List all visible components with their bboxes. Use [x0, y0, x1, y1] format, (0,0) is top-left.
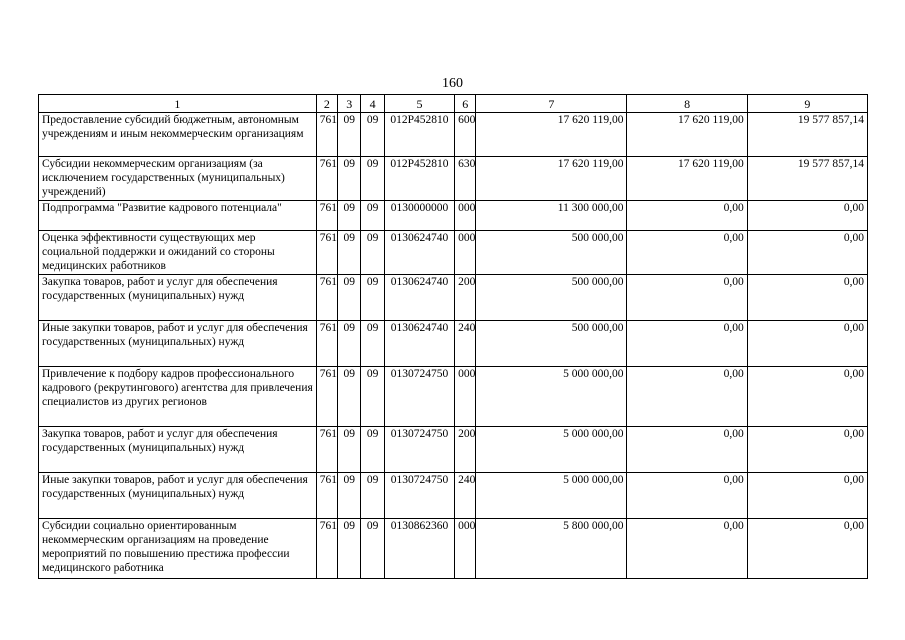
cell-section: 09	[338, 275, 361, 321]
column-header: 2	[316, 95, 337, 113]
cell-ministry: 761	[316, 519, 337, 579]
cell-expense-type: 000	[455, 519, 476, 579]
row-name: Закупка товаров, работ и услуг для обеспечения государственных (муниципальных) нужд	[39, 275, 317, 321]
row-name: Привлечение к подбору кадров профессионального кадрового (рекрутингового) агентства для привлечения специалистов из других регионов	[39, 367, 317, 427]
column-header: 7	[476, 95, 627, 113]
cell-ministry: 761	[316, 473, 337, 519]
cell-ministry: 761	[316, 321, 337, 367]
cell-amount-col7: 11 300 000,00	[476, 201, 627, 231]
cell-section: 09	[338, 473, 361, 519]
cell-amount-col7: 500 000,00	[476, 231, 627, 275]
cell-amount-col9: 0,00	[747, 201, 867, 231]
page-number: 160	[442, 76, 463, 91]
cell-amount-col8: 0,00	[627, 367, 747, 427]
cell-target-article: 0130624740	[384, 321, 454, 367]
cell-amount-col8: 0,00	[627, 201, 747, 231]
column-header: 1	[39, 95, 317, 113]
cell-subsection: 09	[361, 231, 384, 275]
cell-ministry: 761	[316, 427, 337, 473]
cell-amount-col8: 0,00	[627, 275, 747, 321]
cell-amount-col9: 0,00	[747, 473, 867, 519]
cell-target-article: 0130724750	[384, 367, 454, 427]
cell-section: 09	[338, 113, 361, 157]
cell-amount-col9: 0,00	[747, 275, 867, 321]
table-row	[39, 113, 868, 157]
table-row	[39, 321, 868, 367]
cell-amount-col7: 17 620 119,00	[476, 113, 627, 157]
cell-amount-col8: 17 620 119,00	[627, 157, 747, 201]
row-name: Субсидии социально ориентированным некоммерческим организациям на проведение мероприятий по повышению престижа профессии медицинского работника	[39, 519, 317, 579]
cell-subsection: 09	[361, 201, 384, 231]
cell-ministry: 761	[316, 113, 337, 157]
cell-amount-col9: 19 577 857,14	[747, 157, 867, 201]
cell-amount-col8: 17 620 119,00	[627, 113, 747, 157]
row-name: Иные закупки товаров, работ и услуг для обеспечения государственных (муниципальных) нужд	[39, 473, 317, 519]
cell-amount-col9: 0,00	[747, 231, 867, 275]
table-row	[39, 367, 868, 427]
table-row	[39, 275, 868, 321]
table-header-row	[39, 95, 868, 113]
cell-expense-type: 000	[455, 367, 476, 427]
cell-expense-type: 200	[455, 275, 476, 321]
cell-expense-type: 630	[455, 157, 476, 201]
cell-subsection: 09	[361, 321, 384, 367]
cell-target-article: 0130624740	[384, 231, 454, 275]
cell-amount-col9: 19 577 857,14	[747, 113, 867, 157]
cell-amount-col7: 500 000,00	[476, 275, 627, 321]
budget-table	[38, 94, 868, 579]
row-name: Иные закупки товаров, работ и услуг для обеспечения государственных (муниципальных) нужд	[39, 321, 317, 367]
cell-expense-type: 000	[455, 201, 476, 231]
cell-amount-col8: 0,00	[627, 519, 747, 579]
table-row	[39, 201, 868, 231]
cell-ministry: 761	[316, 201, 337, 231]
cell-subsection: 09	[361, 473, 384, 519]
cell-amount-col8: 0,00	[627, 321, 747, 367]
cell-ministry: 761	[316, 231, 337, 275]
cell-target-article: 0130724750	[384, 427, 454, 473]
cell-subsection: 09	[361, 275, 384, 321]
cell-subsection: 09	[361, 157, 384, 201]
column-header: 8	[627, 95, 747, 113]
cell-target-article: 0130000000	[384, 201, 454, 231]
cell-amount-col7: 5 000 000,00	[476, 427, 627, 473]
column-header: 6	[455, 95, 476, 113]
cell-subsection: 09	[361, 113, 384, 157]
table-row	[39, 519, 868, 579]
cell-amount-col9: 0,00	[747, 321, 867, 367]
cell-target-article: 0130624740	[384, 275, 454, 321]
table-row	[39, 231, 868, 275]
cell-ministry: 761	[316, 275, 337, 321]
cell-amount-col9: 0,00	[747, 519, 867, 579]
column-header: 5	[384, 95, 454, 113]
column-header: 9	[747, 95, 867, 113]
cell-amount-col9: 0,00	[747, 367, 867, 427]
row-name: Оценка эффективности существующих мер социальной поддержки и ожиданий со стороны медицинских работников	[39, 231, 317, 275]
cell-subsection: 09	[361, 519, 384, 579]
cell-ministry: 761	[316, 157, 337, 201]
cell-section: 09	[338, 427, 361, 473]
row-name: Предоставление субсидий бюджетным, автономным учреждениям и иным некоммерческим организациям	[39, 113, 317, 157]
cell-section: 09	[338, 519, 361, 579]
cell-expense-type: 240	[455, 473, 476, 519]
cell-target-article: 0130862360	[384, 519, 454, 579]
cell-section: 09	[338, 231, 361, 275]
cell-target-article: 012Р452810	[384, 157, 454, 201]
cell-amount-col7: 5 800 000,00	[476, 519, 627, 579]
cell-amount-col7: 500 000,00	[476, 321, 627, 367]
cell-expense-type: 200	[455, 427, 476, 473]
column-header: 4	[361, 95, 384, 113]
cell-ministry: 761	[316, 367, 337, 427]
cell-amount-col8: 0,00	[627, 427, 747, 473]
cell-amount-col7: 17 620 119,00	[476, 157, 627, 201]
cell-section: 09	[338, 367, 361, 427]
cell-expense-type: 000	[455, 231, 476, 275]
row-name: Подпрограмма "Развитие кадрового потенциала"	[39, 201, 317, 231]
cell-amount-col7: 5 000 000,00	[476, 473, 627, 519]
cell-section: 09	[338, 321, 361, 367]
cell-target-article: 012Р452810	[384, 113, 454, 157]
table-row	[39, 157, 868, 201]
cell-subsection: 09	[361, 367, 384, 427]
cell-amount-col7: 5 000 000,00	[476, 367, 627, 427]
cell-amount-col8: 0,00	[627, 473, 747, 519]
cell-section: 09	[338, 157, 361, 201]
cell-target-article: 0130724750	[384, 473, 454, 519]
row-name: Закупка товаров, работ и услуг для обеспечения государственных (муниципальных) нужд	[39, 427, 317, 473]
cell-amount-col8: 0,00	[627, 231, 747, 275]
cell-expense-type: 240	[455, 321, 476, 367]
cell-section: 09	[338, 201, 361, 231]
table-row	[39, 473, 868, 519]
table-row	[39, 427, 868, 473]
cell-amount-col9: 0,00	[747, 427, 867, 473]
row-name: Субсидии некоммерческим организациям (за исключением государственных (муниципальных) учреждений)	[39, 157, 317, 201]
cell-expense-type: 600	[455, 113, 476, 157]
cell-subsection: 09	[361, 427, 384, 473]
column-header: 3	[338, 95, 361, 113]
